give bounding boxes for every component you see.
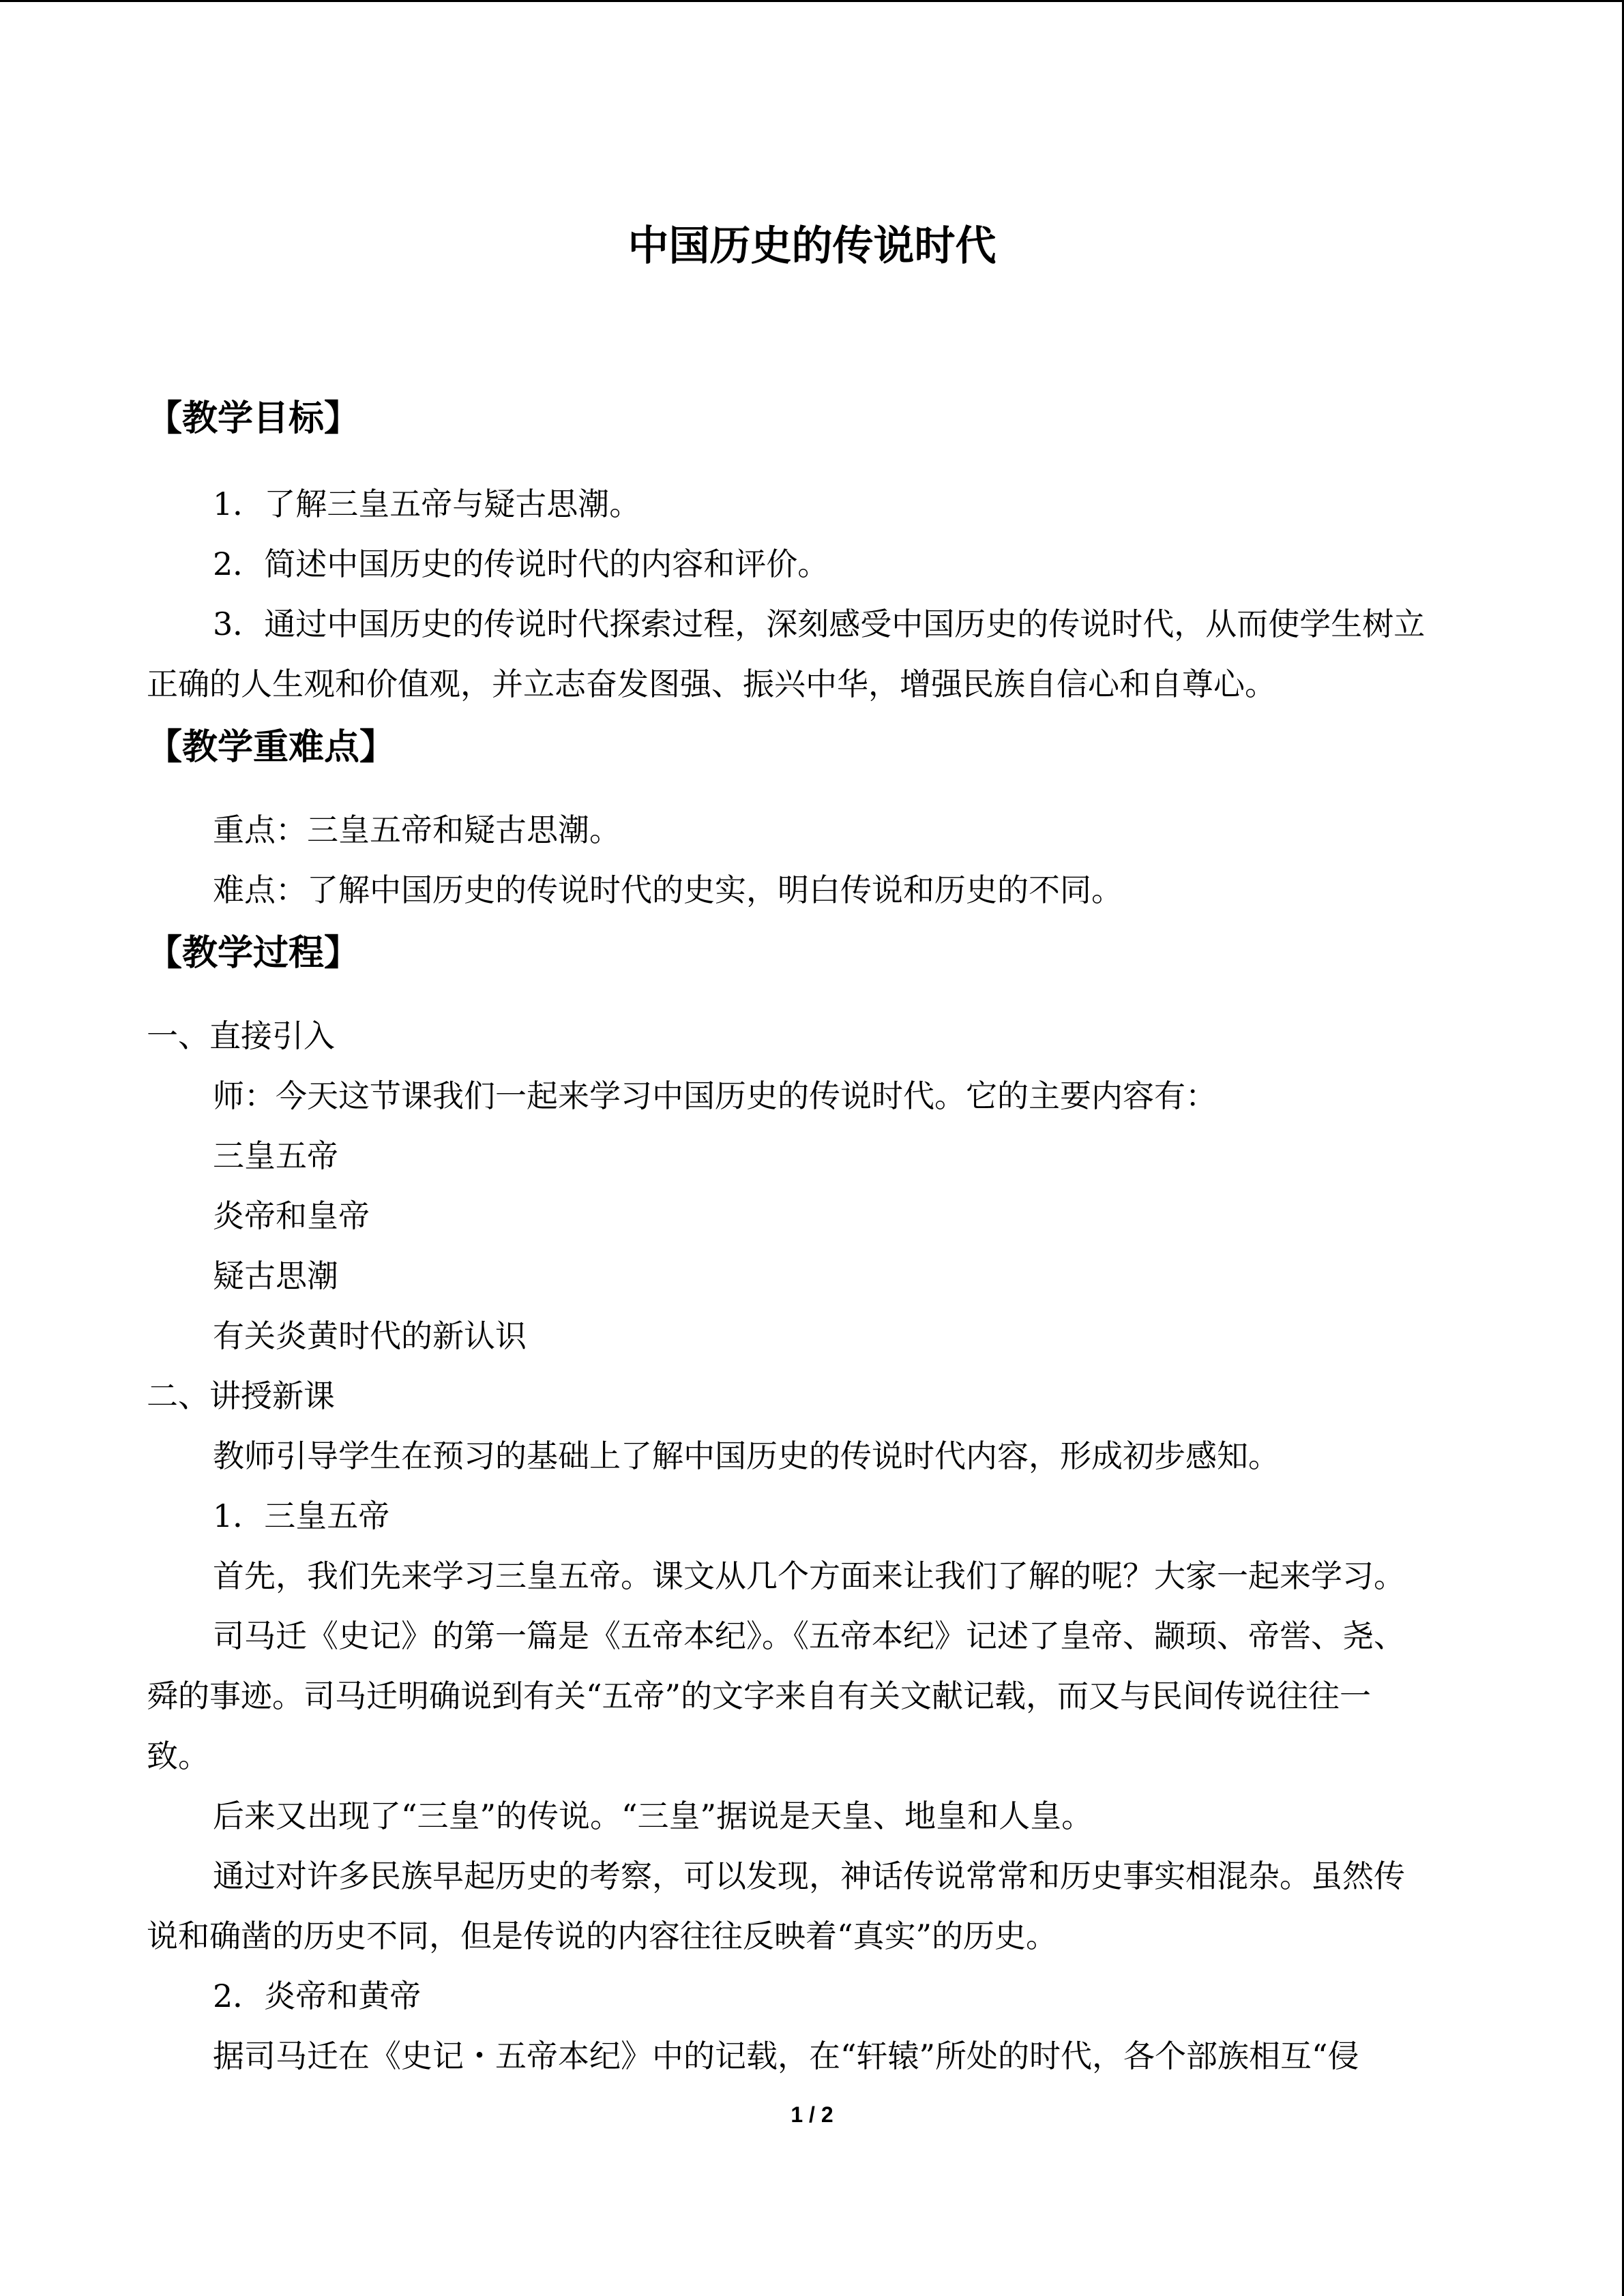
difficult-point-item: 难点：了解中国历史的传说时代的史实，明白传说和历史的不同。 [213,871,1123,908]
process-line: 司马迁《史记》的第一篇是《五帝本纪》。《五帝本纪》记述了皇帝、颛顼、帝喾、尧、 [213,1617,1405,1654]
objective-item: 1．了解三皇五帝与疑古思潮。 [213,486,641,522]
process-line: 致。 [147,1738,209,1774]
subsection-title: 1．三皇五帝 [213,1497,390,1534]
process-line: 首先，我们先来学习三皇五帝。课文从几个方面来让我们了解的呢？大家一起来学习。 [213,1557,1405,1594]
content-list-item: 有关炎黄时代的新认识 [213,1317,527,1354]
process-section-title: 一、直接引入 [147,1017,335,1054]
process-line: 后来又出现了“三皇”的传说。“三皇”据说是天皇、地皇和人皇。 [213,1798,1093,1834]
process-line: 通过对许多民族早起历史的考察，可以发现，神话传说常常和历史事实相混杂。虽然传 [213,1858,1405,1894]
process-line: 教师引导学生在预习的基础上了解中国历史的传说时代内容，形成初步感知。 [213,1437,1280,1474]
subsection-title: 2．炎帝和黄帝 [213,1978,422,2014]
objective-item: 2．简述中国历史的传说时代的内容和评价。 [213,546,829,582]
objective-item: 3．通过中国历史的传说时代探索过程，深刻感受中国历史的传说时代，从而使学生树立 [213,606,1426,642]
process-heading: 【教学过程】 [147,933,360,974]
page-number: 1 / 2 [791,2102,833,2127]
key-point-item: 重点：三皇五帝和疑古思潮。 [213,811,621,848]
process-line: 据司马迁在《史记・五帝本纪》中的记载，在“轩辕”所处的时代，各个部族相互“侵 [213,2038,1359,2074]
key-points-heading: 【教学重难点】 [147,727,396,768]
content-list-item: 疑古思潮 [213,1257,338,1294]
objectives-heading: 【教学目标】 [147,398,360,439]
process-line: 说和确凿的历史不同，但是传说的内容往往反映着“真实”的历史。 [147,1918,1058,1954]
process-line: 师：今天这节课我们一起来学习中国历史的传说时代。它的主要内容有： [213,1077,1217,1114]
document-title: 中国历史的传说时代 [628,222,996,270]
objective-item-continued: 正确的人生观和价值观，并立志奋发图强、振兴中华，增强民族自信心和自尊心。 [147,666,1276,702]
content-list-item: 三皇五帝 [213,1137,338,1174]
process-line: 舜的事迹。司马迁明确说到有关“五帝”的文字来自有关文献记载，而又与民间传说往往一 [147,1678,1372,1714]
process-section-title: 二、讲授新课 [147,1377,335,1414]
content-list-item: 炎帝和皇帝 [213,1197,370,1234]
